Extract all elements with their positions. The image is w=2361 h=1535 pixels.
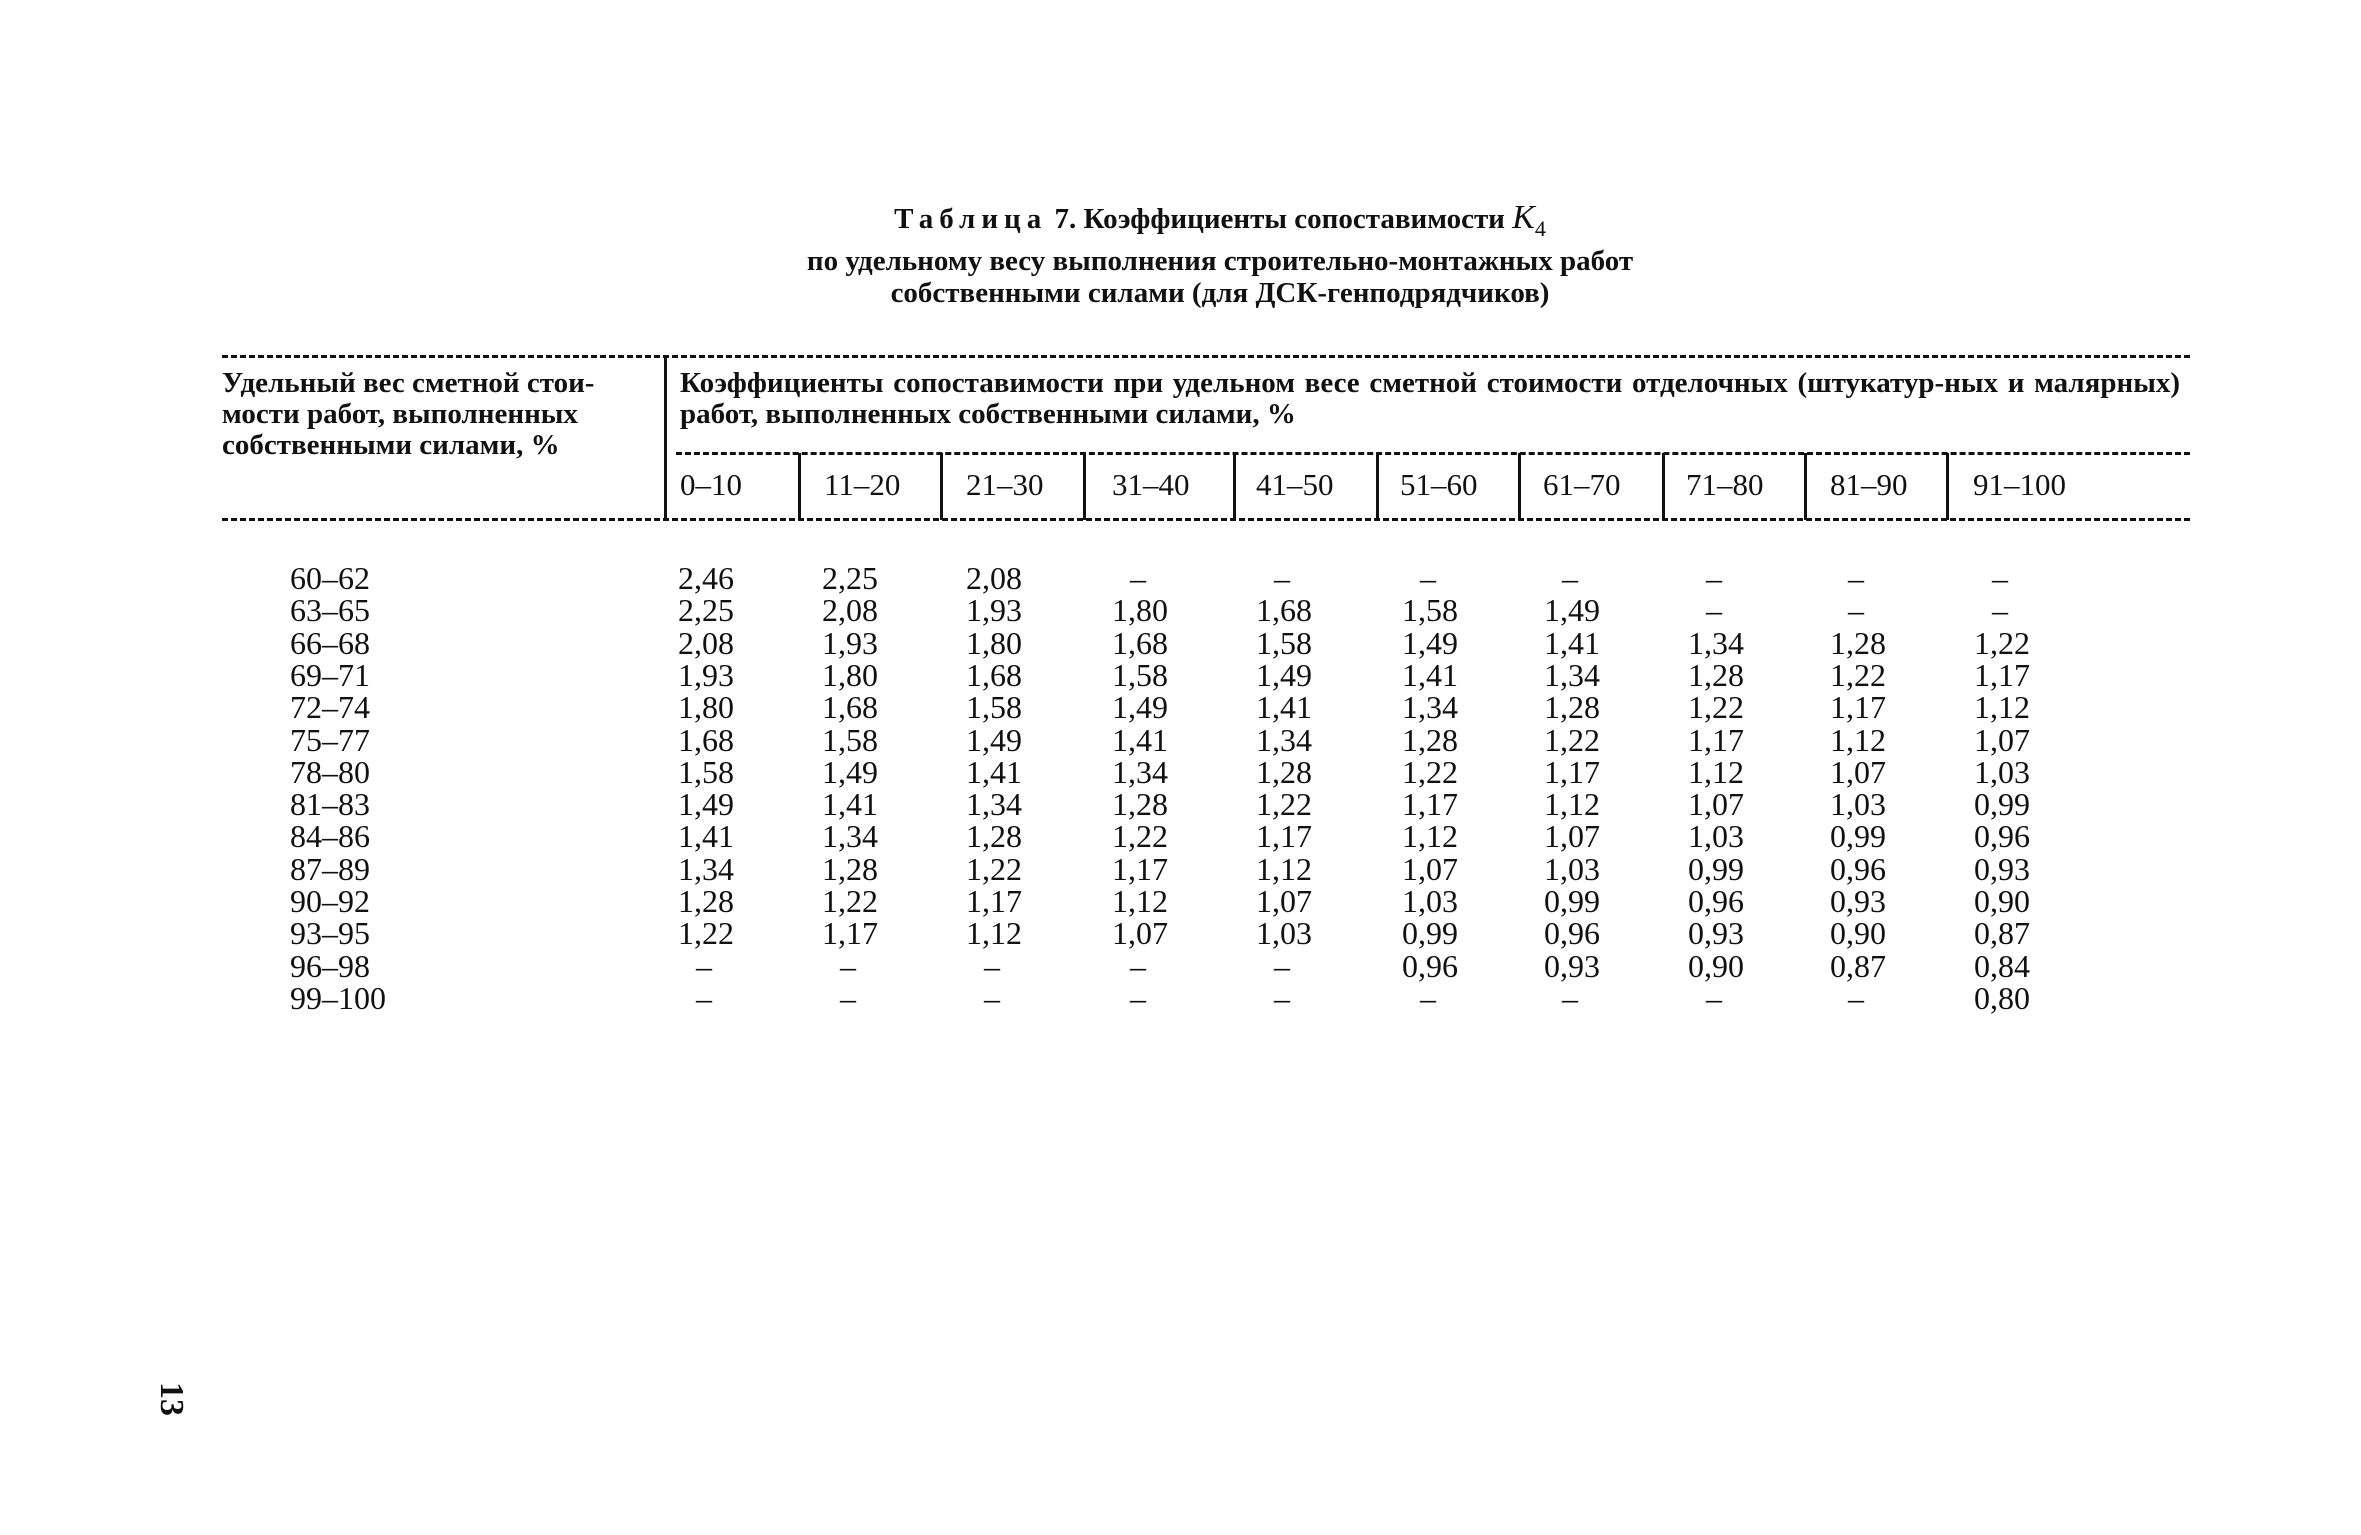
caption-title: Коэффициенты сопоставимости [1083,203,1505,235]
row-range: 96–98 [290,948,370,984]
table-cell: 0,93 [1688,915,1744,951]
row-range: 66–68 [290,625,370,661]
table-cell: 1,22 [1256,786,1312,822]
table-cell: 1,03 [1688,818,1744,854]
page-number: 13 [153,1382,190,1416]
col-divider [1376,453,1379,520]
table-cell: 1,58 [1402,592,1458,628]
table-cell: 1,12 [1688,754,1744,790]
table-cell: 0,93 [1830,883,1886,919]
table-cell: 0,84 [1974,948,2030,984]
table-cell: 1,93 [966,592,1022,628]
table-cell: 1,28 [1402,722,1458,758]
table-cell: 1,12 [1402,818,1458,854]
table-cell: – [1848,560,1864,596]
table-cell: 1,22 [822,883,878,919]
caption-number: 7. [1054,203,1077,235]
table-cell: 1,58 [1112,657,1168,693]
table-cell: 1,07 [1402,851,1458,887]
table-cell: – [1274,560,1290,596]
table-cell: 1,34 [678,851,734,887]
table-cell: 1,07 [1544,818,1600,854]
table-cell: 0,96 [1544,915,1600,951]
table-cell: 1,12 [1830,722,1886,758]
table-cell: 0,90 [1974,883,2030,919]
table-cell: 1,07 [1830,754,1886,790]
table-cell: 1,12 [966,915,1022,951]
table-cell: 1,68 [822,689,878,725]
table-cell: 1,49 [1256,657,1312,693]
col-divider [1518,453,1521,520]
table-cell: – [984,980,1000,1016]
table-cell: 1,28 [1688,657,1744,693]
table-cell: 1,17 [1256,818,1312,854]
table-cell: – [840,980,856,1016]
row-range: 99–100 [290,980,386,1016]
column-header: 71–80 [1686,467,1764,502]
table-cell: 1,68 [1112,625,1168,661]
table-cell: – [984,948,1000,984]
table-cell: 0,99 [1544,883,1600,919]
table-cell: 1,03 [1830,786,1886,822]
column-header: 61–70 [1543,467,1621,502]
table-cell: 1,17 [1830,689,1886,725]
table-cell: 1,03 [1544,851,1600,887]
col-divider [1946,453,1949,520]
col-divider [1083,453,1086,520]
table-cell: 1,12 [1974,689,2030,725]
col-divider [1233,453,1236,520]
column-header: 21–30 [966,467,1044,502]
table-cell: – [1992,592,2008,628]
table-cell: 1,41 [1256,689,1312,725]
table-cell: – [1848,592,1864,628]
table-cell: 1,22 [1402,754,1458,790]
row-range: 63–65 [290,592,370,628]
table-cell: 1,34 [966,786,1022,822]
table-cell: 1,80 [1112,592,1168,628]
table-cell: 1,68 [1256,592,1312,628]
table-cell: 1,07 [1256,883,1312,919]
table-cell: 1,41 [1544,625,1600,661]
table-top-rule [222,355,2190,358]
row-range: 75–77 [290,722,370,758]
table-cell: – [1562,980,1578,1016]
table-cell: 1,28 [1256,754,1312,790]
table-cell: 1,03 [1256,915,1312,951]
table-cell: 1,12 [1256,851,1312,887]
table-cell: 1,17 [1112,851,1168,887]
table-cell: 1,34 [1544,657,1600,693]
table-cell: 1,34 [822,818,878,854]
table-cell: 1,80 [822,657,878,693]
table-cell: 1,49 [678,786,734,822]
table-cell: – [1992,560,2008,596]
table-cell: 0,80 [1974,980,2030,1016]
table-cell: 0,96 [1974,818,2030,854]
table-cell: 1,34 [1402,689,1458,725]
table-cell: 1,49 [1112,689,1168,725]
table-cell: 1,80 [966,625,1022,661]
table-cell: – [840,948,856,984]
table-cell: 2,08 [822,592,878,628]
table-cell: 1,17 [966,883,1022,919]
column-header: 41–50 [1256,467,1334,502]
table-cell: 1,68 [966,657,1022,693]
caption-symbol: $K_4$ [1512,199,1546,241]
column-header: 91–100 [1973,467,2066,502]
table-cell: 0,96 [1830,851,1886,887]
row-range: 69–71 [290,657,370,693]
table-cell: 1,03 [1974,754,2030,790]
table-cell: 1,34 [1112,754,1168,790]
caption-line-1 [640,199,1800,245]
table-cell: 1,22 [1688,689,1744,725]
table-cell: – [1274,948,1290,984]
table-cell: 1,28 [966,818,1022,854]
table-cell: 1,12 [1112,883,1168,919]
col-divider [1662,453,1665,520]
col-divider [1804,453,1807,520]
table-cell: 1,17 [1974,657,2030,693]
table-cell: 1,41 [678,818,734,854]
table-cell: 0,99 [1830,818,1886,854]
table-cell: 1,49 [822,754,878,790]
table-cell: 1,41 [966,754,1022,790]
row-range: 93–95 [290,915,370,951]
header-bottom-rule [222,518,2190,521]
column-header: 11–20 [824,467,901,502]
table-cell: 1,41 [822,786,878,822]
table-cell: 1,22 [1544,722,1600,758]
header-divider-rule [676,452,2190,455]
table-cell: – [1130,560,1146,596]
table-cell: 0,90 [1688,948,1744,984]
caption-line-2: по удельному весу выполнения строительно-монтажных работ [806,244,1634,277]
col-divider [940,453,943,520]
table-cell: 1,34 [1688,625,1744,661]
table-cell: – [1562,560,1578,596]
table-cell: 1,49 [1402,625,1458,661]
spanning-header: Коэффициенты сопоставимости при удельном весе сметной стоимости отделочных (штукатур-ных и малярных) работ, выполненных собственными силами, % [680,367,2180,430]
row-range: 81–83 [290,786,370,822]
table-cell: – [1130,948,1146,984]
table-cell: 0,90 [1830,915,1886,951]
table-cell: 1,49 [966,722,1022,758]
table-cell: – [1274,980,1290,1016]
stub-divider [664,356,667,520]
table-cell: 0,99 [1688,851,1744,887]
table-cell: 1,68 [678,722,734,758]
row-range: 72–74 [290,689,370,725]
table-cell: – [1848,980,1864,1016]
table-cell: 1,22 [1830,657,1886,693]
table-cell: 1,28 [822,851,878,887]
table-cell: 1,41 [1112,722,1168,758]
row-range: 60–62 [290,560,370,596]
table-cell: 1,28 [1544,689,1600,725]
caption-label: Таблица [894,203,1048,235]
row-range: 84–86 [290,818,370,854]
table-cell: – [1706,592,1722,628]
table-cell: – [696,980,712,1016]
stub-header: Удельный вес сметной стои-мости работ, выполненных собственными силами, % [222,367,595,461]
table-cell: 1,28 [1830,625,1886,661]
table-cell: 1,28 [678,883,734,919]
table-cell: 1,17 [822,915,878,951]
table-cell: 0,96 [1402,948,1458,984]
table-cell: 1,80 [678,689,734,725]
table-cell: 1,07 [1112,915,1168,951]
table-cell: 1,22 [1112,818,1168,854]
table-cell: 0,99 [1402,915,1458,951]
table-cell: – [1130,980,1146,1016]
table-cell: 0,93 [1974,851,2030,887]
table-cell: 1,93 [822,625,878,661]
table-cell: 1,17 [1544,754,1600,790]
table-cell: – [696,948,712,984]
column-header: 31–40 [1112,467,1190,502]
table-cell: 0,93 [1544,948,1600,984]
table-cell: 1,22 [678,915,734,951]
table-cell: – [1420,980,1436,1016]
table-cell: 2,08 [678,625,734,661]
table-cell: 1,58 [966,689,1022,725]
column-header: 51–60 [1400,467,1478,502]
table-cell: – [1706,560,1722,596]
caption-line-3: собственными силами (для ДСК-генподрядчиков) [890,276,1550,309]
table-cell: 1,58 [822,722,878,758]
table-cell: 0,96 [1688,883,1744,919]
table-caption [640,199,1800,309]
table-cell: 1,22 [1974,625,2030,661]
table-cell: 1,12 [1544,786,1600,822]
row-range: 78–80 [290,754,370,790]
table-cell: 1,49 [1544,592,1600,628]
table-cell: – [1706,980,1722,1016]
row-range: 90–92 [290,883,370,919]
table-cell: 1,07 [1688,786,1744,822]
table-cell: 1,28 [1112,786,1168,822]
table-cell: 1,58 [1256,625,1312,661]
column-header: 81–90 [1830,467,1908,502]
table-cell: – [1420,560,1436,596]
row-range: 87–89 [290,851,370,887]
table-cell: 1,17 [1688,722,1744,758]
column-header: 0–10 [680,467,742,502]
table-cell: 2,25 [678,592,734,628]
table-cell: 1,22 [966,851,1022,887]
table-cell: 1,34 [1256,722,1312,758]
table-cell: 0,99 [1974,786,2030,822]
table-cell: 1,93 [678,657,734,693]
col-divider [798,453,801,520]
table-cell: 1,58 [678,754,734,790]
table-cell: 0,87 [1830,948,1886,984]
table-cell: 1,41 [1402,657,1458,693]
table-cell: 1,03 [1402,883,1458,919]
table-cell: 1,07 [1974,722,2030,758]
table-cell: 2,08 [966,560,1022,596]
table-cell: 2,46 [678,560,734,596]
table-cell: 0,87 [1974,915,2030,951]
table-cell: 2,25 [822,560,878,596]
table-cell: 1,17 [1402,786,1458,822]
